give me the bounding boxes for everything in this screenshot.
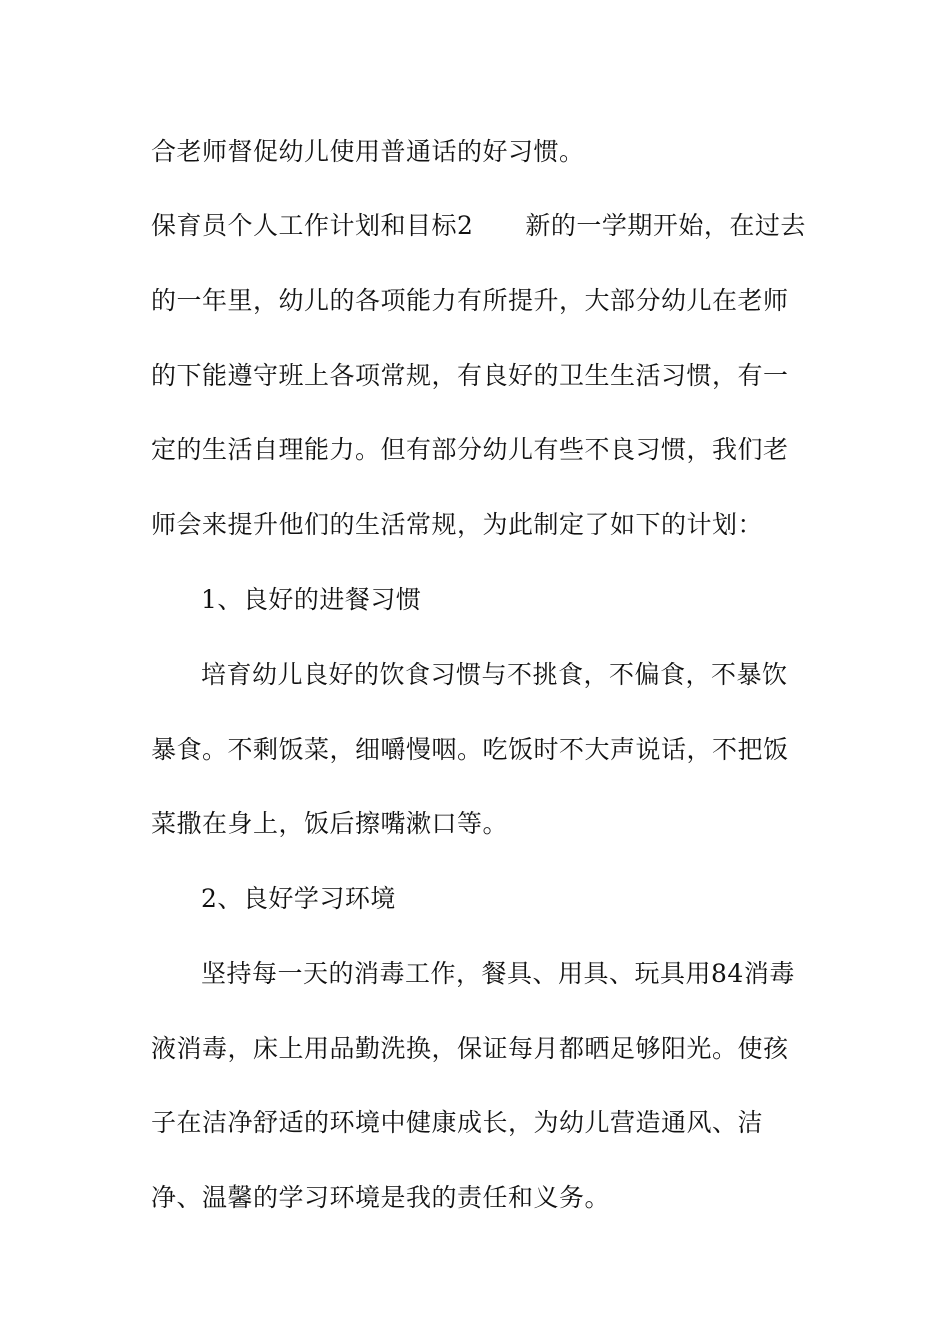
paragraph-start: 新的一学期开始，在过去: [525, 211, 806, 240]
text-line-15: 净、温馨的学习环境是我的责任和义务。: [151, 1183, 611, 1212]
list-heading-2: 2、良好学习环境: [201, 884, 396, 913]
text-line-14: 子在洁净舒适的环境中健康成长，为幼儿营造通风、洁: [151, 1108, 764, 1137]
text-line-10: 菜撒在身上，饭后擦嘴漱口等。: [151, 809, 509, 838]
text-line-1: 合老师督促幼儿使用普通话的好习惯。: [151, 137, 585, 166]
text-line-5: 定的生活自理能力。但有部分幼儿有些不良习惯，我们老: [151, 435, 789, 464]
text-line-3: 的一年里，幼儿的各项能力有所提升，大部分幼儿在老师: [151, 286, 789, 315]
text-line-8: 培育幼儿良好的饮食习惯与不挑食，不偏食，不暴饮: [201, 660, 788, 689]
text-line-2: [151, 210, 806, 242]
text-line-12: 坚持每一天的消毒工作，餐具、用具、玩具用84消毒: [201, 959, 795, 988]
text-line-6: 师会来提升他们的生活常规，为此制定了如下的计划：: [151, 510, 764, 539]
text-line-4: 的下能遵守班上各项常规，有良好的卫生生活习惯，有一: [151, 361, 789, 390]
section-heading: 保育员个人工作计划和目标2: [151, 211, 474, 240]
text-line-13: 液消毒，床上用品勤洗换，保证每月都晒足够阳光。使孩: [151, 1034, 789, 1063]
text-line-9: 暴食。不剩饭菜，细嚼慢咽。吃饭时不大声说话，不把饭: [151, 735, 789, 764]
list-heading-1: 1、良好的进餐习惯: [201, 585, 422, 614]
